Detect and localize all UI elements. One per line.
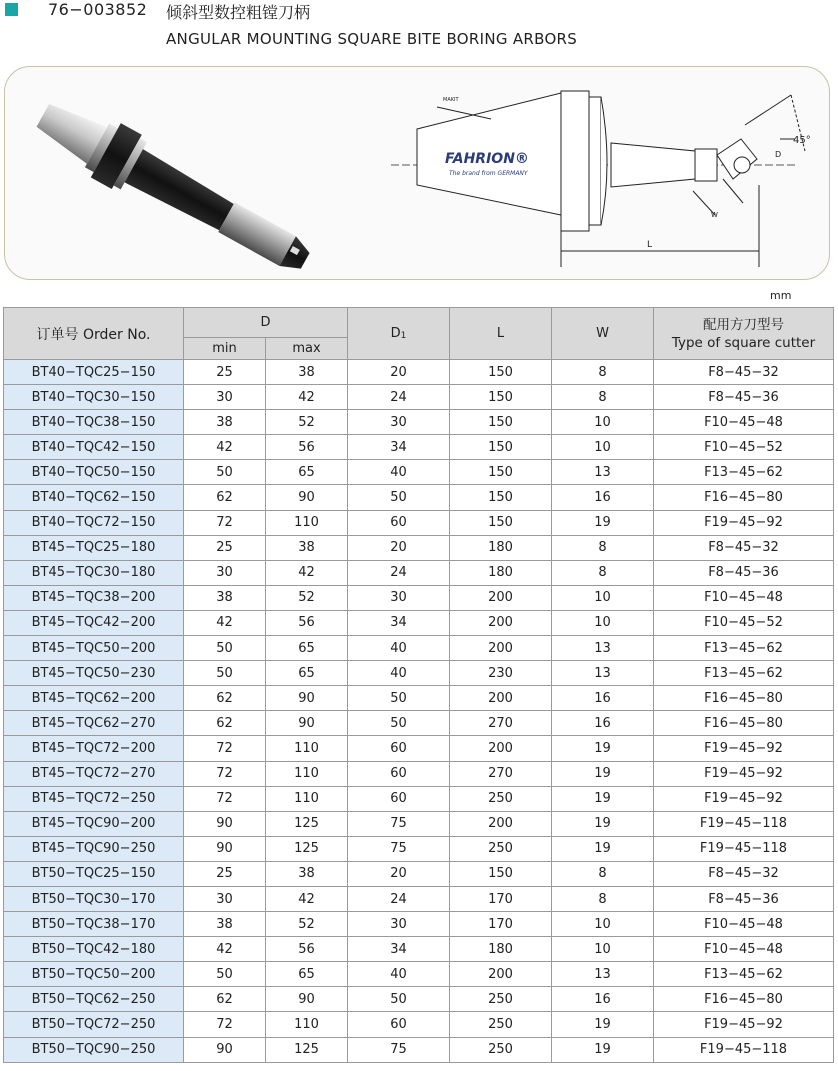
cell-order: BT45−TQC72−250 xyxy=(4,786,184,811)
cell-w: 16 xyxy=(552,987,654,1012)
cell-d1: 40 xyxy=(348,962,450,987)
cell-cutter: F13−45−62 xyxy=(654,460,834,485)
cell-w: 16 xyxy=(552,686,654,711)
cell-min: 42 xyxy=(184,610,266,635)
cell-cutter: F19−45−118 xyxy=(654,811,834,836)
cell-l: 150 xyxy=(450,861,552,886)
cell-cutter: F16−45−80 xyxy=(654,686,834,711)
table-row xyxy=(4,836,834,861)
cell-l: 200 xyxy=(450,585,552,610)
table-row xyxy=(4,410,834,435)
cell-min: 72 xyxy=(184,510,266,535)
dimension-l-label: L xyxy=(647,240,653,250)
cell-l: 250 xyxy=(450,836,552,861)
table-row xyxy=(4,1037,834,1062)
cell-cutter: F19−45−118 xyxy=(654,836,834,861)
cell-d1: 20 xyxy=(348,360,450,385)
cell-order: BT45−TQC30−180 xyxy=(4,560,184,585)
table-row xyxy=(4,711,834,736)
cell-max: 38 xyxy=(266,360,348,385)
cell-d1: 34 xyxy=(348,937,450,962)
cell-d1: 40 xyxy=(348,460,450,485)
cell-order: BT45−TQC72−200 xyxy=(4,736,184,761)
cell-l: 150 xyxy=(450,410,552,435)
page-header xyxy=(0,0,838,60)
angle-label: 45° xyxy=(793,135,811,146)
table-row xyxy=(4,761,834,786)
cell-d1: 50 xyxy=(348,485,450,510)
table-row xyxy=(4,811,834,836)
table-row xyxy=(4,987,834,1012)
cell-cutter: F19−45−118 xyxy=(654,1037,834,1062)
cell-order: BT50−TQC90−250 xyxy=(4,1037,184,1062)
cell-order: BT50−TQC30−170 xyxy=(4,886,184,911)
cell-d1: 30 xyxy=(348,912,450,937)
cell-d1: 60 xyxy=(348,1012,450,1037)
cell-min: 38 xyxy=(184,912,266,937)
cell-order: BT45−TQC72−270 xyxy=(4,761,184,786)
cell-cutter: F19−45−92 xyxy=(654,786,834,811)
cell-w: 19 xyxy=(552,836,654,861)
cell-min: 38 xyxy=(184,585,266,610)
cell-w: 16 xyxy=(552,711,654,736)
cell-min: 62 xyxy=(184,711,266,736)
cell-max: 110 xyxy=(266,1012,348,1037)
cell-cutter: F19−45−92 xyxy=(654,510,834,535)
section-marker-icon xyxy=(5,3,18,16)
cell-d1: 50 xyxy=(348,686,450,711)
cell-l: 250 xyxy=(450,786,552,811)
arbor-photo xyxy=(28,88,320,280)
cell-order: BT45−TQC90−200 xyxy=(4,811,184,836)
cell-max: 90 xyxy=(266,686,348,711)
table-row xyxy=(4,937,834,962)
cell-order: BT40−TQC38−150 xyxy=(4,410,184,435)
cell-order: BT40−TQC25−150 xyxy=(4,360,184,385)
cell-l: 270 xyxy=(450,711,552,736)
cell-l: 150 xyxy=(450,460,552,485)
cell-max: 65 xyxy=(266,636,348,661)
cell-l: 200 xyxy=(450,636,552,661)
cell-order: BT50−TQC42−180 xyxy=(4,937,184,962)
cell-l: 150 xyxy=(450,385,552,410)
cell-l: 150 xyxy=(450,510,552,535)
cell-min: 90 xyxy=(184,1037,266,1062)
cell-min: 30 xyxy=(184,886,266,911)
cell-d1: 50 xyxy=(348,711,450,736)
cell-order: BT50−TQC62−250 xyxy=(4,987,184,1012)
cell-cutter: F8−45−32 xyxy=(654,360,834,385)
cell-min: 42 xyxy=(184,435,266,460)
table-row xyxy=(4,1012,834,1037)
cell-max: 42 xyxy=(266,385,348,410)
table-row xyxy=(4,786,834,811)
product-illustration xyxy=(5,67,830,280)
cell-w: 13 xyxy=(552,661,654,686)
header-d-min: min xyxy=(184,338,266,360)
cell-d1: 50 xyxy=(348,987,450,1012)
cell-cutter: F13−45−62 xyxy=(654,962,834,987)
brand-logo: FAHRION® xyxy=(445,151,529,167)
cell-max: 38 xyxy=(266,535,348,560)
cell-order: BT45−TQC90−250 xyxy=(4,836,184,861)
table-row xyxy=(4,661,834,686)
cell-order: BT45−TQC38−200 xyxy=(4,585,184,610)
cell-cutter: F13−45−62 xyxy=(654,661,834,686)
cell-cutter: F8−45−36 xyxy=(654,886,834,911)
cell-w: 10 xyxy=(552,912,654,937)
cell-l: 180 xyxy=(450,560,552,585)
cell-l: 170 xyxy=(450,912,552,937)
cell-l: 250 xyxy=(450,1037,552,1062)
cell-d1: 75 xyxy=(348,811,450,836)
cell-max: 56 xyxy=(266,937,348,962)
cell-d1: 60 xyxy=(348,786,450,811)
dimension-w-label: W xyxy=(711,211,718,219)
cell-w: 10 xyxy=(552,610,654,635)
table-row xyxy=(4,385,834,410)
cell-max: 90 xyxy=(266,485,348,510)
cell-order: BT50−TQC50−200 xyxy=(4,962,184,987)
cell-max: 110 xyxy=(266,786,348,811)
cell-min: 62 xyxy=(184,485,266,510)
technical-drawing xyxy=(391,91,805,267)
cell-cutter: F16−45−80 xyxy=(654,711,834,736)
cell-l: 270 xyxy=(450,761,552,786)
cell-min: 25 xyxy=(184,360,266,385)
cell-l: 150 xyxy=(450,360,552,385)
cell-d1: 30 xyxy=(348,585,450,610)
header-cutter-type: 配用方刀型号 Type of square cutter xyxy=(654,308,834,360)
cell-order: BT40−TQC62−150 xyxy=(4,485,184,510)
cell-w: 19 xyxy=(552,510,654,535)
cell-order: BT40−TQC50−150 xyxy=(4,460,184,485)
cell-l: 200 xyxy=(450,736,552,761)
cell-order: BT45−TQC62−200 xyxy=(4,686,184,711)
title-chinese: 倾斜型数控粗镗刀柄 xyxy=(166,3,311,22)
cell-w: 13 xyxy=(552,636,654,661)
cell-min: 90 xyxy=(184,811,266,836)
cell-max: 90 xyxy=(266,987,348,1012)
cell-d1: 24 xyxy=(348,886,450,911)
cell-d1: 24 xyxy=(348,385,450,410)
cell-max: 110 xyxy=(266,736,348,761)
cell-d1: 40 xyxy=(348,661,450,686)
drawing-small-label: MAKIT xyxy=(443,97,459,103)
table-row xyxy=(4,861,834,886)
cell-l: 150 xyxy=(450,485,552,510)
cell-max: 52 xyxy=(266,585,348,610)
table-row xyxy=(4,560,834,585)
table-row xyxy=(4,435,834,460)
cell-min: 42 xyxy=(184,937,266,962)
cell-cutter: F19−45−92 xyxy=(654,761,834,786)
cell-d1: 60 xyxy=(348,736,450,761)
cell-max: 110 xyxy=(266,510,348,535)
cell-cutter: F16−45−80 xyxy=(654,485,834,510)
table-row xyxy=(4,360,834,385)
cell-cutter: F19−45−92 xyxy=(654,736,834,761)
cell-cutter: F19−45−92 xyxy=(654,1012,834,1037)
cell-cutter: F8−45−36 xyxy=(654,385,834,410)
cell-min: 90 xyxy=(184,836,266,861)
title-english: ANGULAR MOUNTING SQUARE BITE BORING ARBORS xyxy=(166,30,578,48)
cell-w: 19 xyxy=(552,1012,654,1037)
cell-w: 8 xyxy=(552,360,654,385)
cell-max: 65 xyxy=(266,460,348,485)
table-row xyxy=(4,610,834,635)
cell-cutter: F8−45−32 xyxy=(654,535,834,560)
cell-l: 250 xyxy=(450,1012,552,1037)
header-l: L xyxy=(450,308,552,360)
cell-cutter: F16−45−80 xyxy=(654,987,834,1012)
cell-cutter: F10−45−52 xyxy=(654,435,834,460)
cell-order: BT50−TQC38−170 xyxy=(4,912,184,937)
cell-max: 56 xyxy=(266,610,348,635)
header-d1: D1 xyxy=(348,308,450,360)
unit-label: mm xyxy=(770,289,792,302)
cell-w: 10 xyxy=(552,585,654,610)
cell-w: 19 xyxy=(552,786,654,811)
cell-d1: 24 xyxy=(348,560,450,585)
cell-order: BT50−TQC25−150 xyxy=(4,861,184,886)
header-order-no: 订单号 Order No. xyxy=(4,308,184,360)
cell-d1: 75 xyxy=(348,836,450,861)
cell-w: 13 xyxy=(552,460,654,485)
cell-order: BT40−TQC30−150 xyxy=(4,385,184,410)
cell-l: 180 xyxy=(450,535,552,560)
cell-max: 42 xyxy=(266,560,348,585)
table-row xyxy=(4,636,834,661)
cell-w: 8 xyxy=(552,560,654,585)
cell-l: 230 xyxy=(450,661,552,686)
cell-w: 10 xyxy=(552,937,654,962)
cell-min: 38 xyxy=(184,410,266,435)
product-code: 76−003852 xyxy=(48,0,148,19)
cell-w: 8 xyxy=(552,861,654,886)
table-row xyxy=(4,886,834,911)
cell-cutter: F8−45−36 xyxy=(654,560,834,585)
cell-l: 170 xyxy=(450,886,552,911)
cell-d1: 20 xyxy=(348,861,450,886)
cell-d1: 75 xyxy=(348,1037,450,1062)
cell-cutter: F10−45−48 xyxy=(654,937,834,962)
cell-d1: 60 xyxy=(348,510,450,535)
cell-l: 150 xyxy=(450,435,552,460)
cell-w: 16 xyxy=(552,485,654,510)
dimension-d-label: D xyxy=(775,150,782,159)
cell-l: 200 xyxy=(450,610,552,635)
cell-max: 56 xyxy=(266,435,348,460)
cell-d1: 20 xyxy=(348,535,450,560)
table-row xyxy=(4,460,834,485)
table-row xyxy=(4,962,834,987)
cell-order: BT45−TQC42−200 xyxy=(4,610,184,635)
cell-max: 125 xyxy=(266,811,348,836)
cell-cutter: F10−45−48 xyxy=(654,912,834,937)
cell-min: 62 xyxy=(184,987,266,1012)
cell-cutter: F10−45−48 xyxy=(654,585,834,610)
cell-d1: 34 xyxy=(348,610,450,635)
table-row xyxy=(4,686,834,711)
cell-max: 65 xyxy=(266,962,348,987)
cell-min: 72 xyxy=(184,786,266,811)
cell-min: 72 xyxy=(184,761,266,786)
cell-w: 19 xyxy=(552,761,654,786)
cell-l: 200 xyxy=(450,811,552,836)
cell-d1: 60 xyxy=(348,761,450,786)
cell-min: 50 xyxy=(184,460,266,485)
table-row xyxy=(4,510,834,535)
cell-w: 8 xyxy=(552,886,654,911)
cell-max: 42 xyxy=(266,886,348,911)
cell-order: BT45−TQC62−270 xyxy=(4,711,184,736)
cell-min: 25 xyxy=(184,535,266,560)
header-w: W xyxy=(552,308,654,360)
cell-w: 10 xyxy=(552,410,654,435)
cell-min: 72 xyxy=(184,736,266,761)
cell-max: 52 xyxy=(266,912,348,937)
cell-max: 65 xyxy=(266,661,348,686)
cell-order: BT50−TQC72−250 xyxy=(4,1012,184,1037)
cell-max: 52 xyxy=(266,410,348,435)
header-d: D xyxy=(184,308,348,338)
cell-order: BT45−TQC50−230 xyxy=(4,661,184,686)
cell-l: 200 xyxy=(450,686,552,711)
cell-max: 110 xyxy=(266,761,348,786)
cell-order: BT45−TQC25−180 xyxy=(4,535,184,560)
cell-w: 10 xyxy=(552,435,654,460)
cell-order: BT40−TQC42−150 xyxy=(4,435,184,460)
cell-cutter: F8−45−32 xyxy=(654,861,834,886)
cell-w: 8 xyxy=(552,385,654,410)
table-row xyxy=(4,736,834,761)
spec-table xyxy=(3,307,834,1063)
cell-d1: 30 xyxy=(348,410,450,435)
cell-order: BT40−TQC72−150 xyxy=(4,510,184,535)
header-d-max: max xyxy=(266,338,348,360)
cell-max: 90 xyxy=(266,711,348,736)
table-row xyxy=(4,912,834,937)
cell-d1: 40 xyxy=(348,636,450,661)
cell-min: 25 xyxy=(184,861,266,886)
cell-l: 250 xyxy=(450,987,552,1012)
cell-cutter: F10−45−48 xyxy=(654,410,834,435)
product-figure-panel xyxy=(4,66,830,280)
cell-w: 8 xyxy=(552,535,654,560)
cell-w: 13 xyxy=(552,962,654,987)
table-row xyxy=(4,485,834,510)
cell-w: 19 xyxy=(552,1037,654,1062)
brand-tagline: The brand from GERMANY xyxy=(449,170,528,177)
cell-order: BT45−TQC50−200 xyxy=(4,636,184,661)
cell-min: 50 xyxy=(184,962,266,987)
cell-d1: 34 xyxy=(348,435,450,460)
cell-cutter: F13−45−62 xyxy=(654,636,834,661)
cell-w: 19 xyxy=(552,736,654,761)
cell-min: 50 xyxy=(184,636,266,661)
cell-max: 125 xyxy=(266,1037,348,1062)
cell-max: 125 xyxy=(266,836,348,861)
table-row xyxy=(4,585,834,610)
cell-cutter: F10−45−52 xyxy=(654,610,834,635)
cell-min: 30 xyxy=(184,560,266,585)
cell-w: 19 xyxy=(552,811,654,836)
table-row xyxy=(4,535,834,560)
cell-max: 38 xyxy=(266,861,348,886)
cell-min: 62 xyxy=(184,686,266,711)
cell-l: 200 xyxy=(450,962,552,987)
cell-min: 30 xyxy=(184,385,266,410)
cell-l: 180 xyxy=(450,937,552,962)
cell-min: 50 xyxy=(184,661,266,686)
cell-min: 72 xyxy=(184,1012,266,1037)
